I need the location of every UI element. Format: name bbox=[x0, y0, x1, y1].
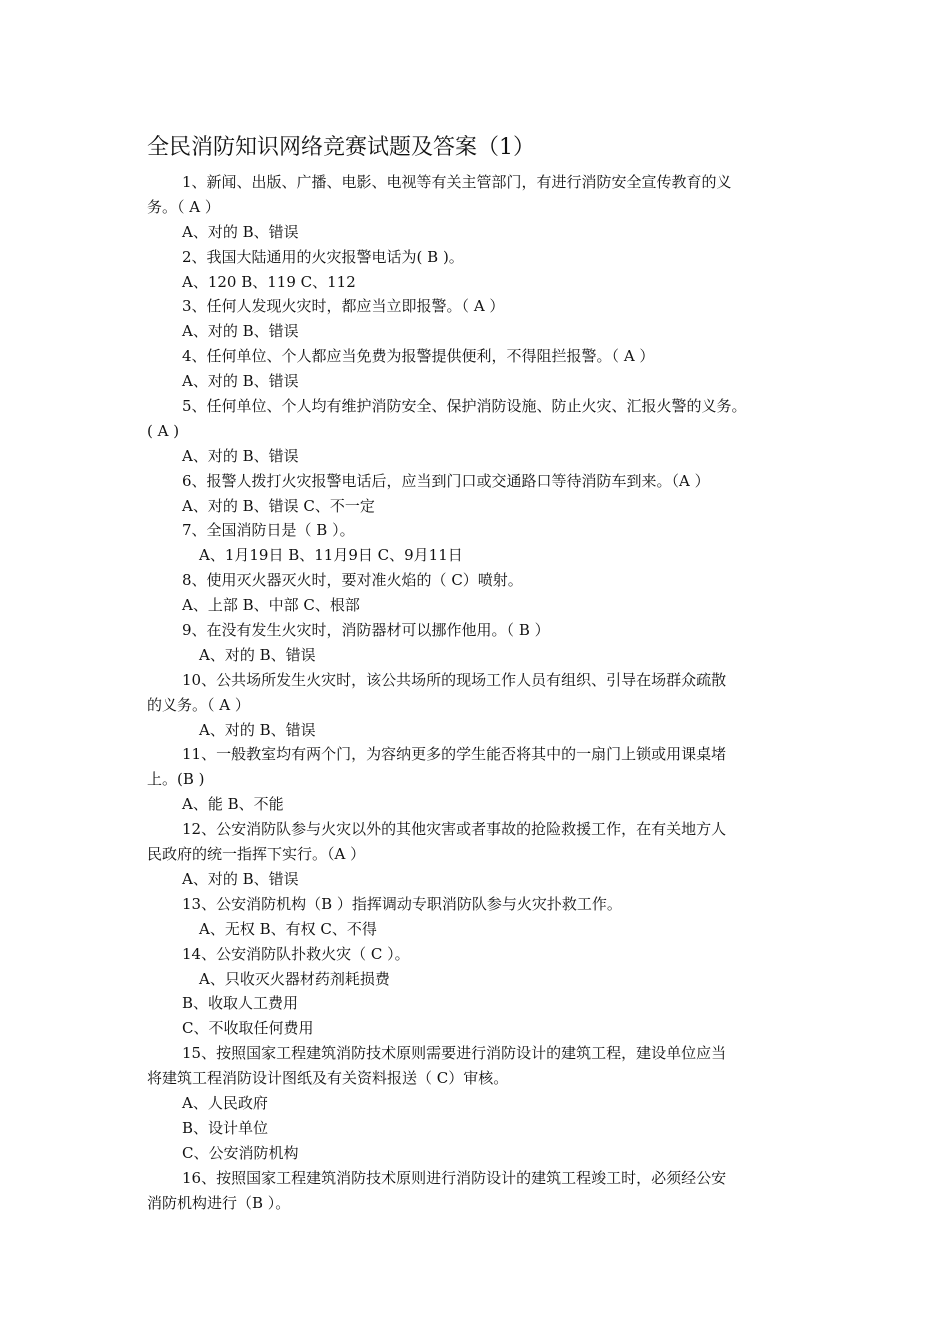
text-line: 上。(B ) bbox=[147, 770, 205, 789]
text-line: 9、在没有发生火灾时，消防器材可以挪作他用。（ B ） bbox=[182, 621, 550, 640]
text-line: 4、任何单位、个人都应当免费为报警提供便利，不得阻拦报警。（ A ） bbox=[182, 347, 655, 366]
text-line: 民政府的统一指挥下实行。（A ） bbox=[147, 845, 366, 864]
text-line: 2、我国大陆通用的火灾报警电话为( B )。 bbox=[182, 247, 464, 266]
text-line: A、对的 B、错误 bbox=[182, 869, 299, 888]
text-line: 的义务。（ A ） bbox=[147, 695, 250, 714]
document-title: 全民消防知识网络竞赛试题及答案（1） bbox=[147, 135, 535, 160]
text-line: B、收取人工费用 bbox=[182, 994, 299, 1013]
text-line: A、对的 B、错误 bbox=[182, 322, 299, 341]
document-page bbox=[147, 130, 807, 1215]
text-line: 6、报警人拨打火灾报警电话后，应当到门口或交通路口等待消防车到来。（A ） bbox=[182, 471, 710, 490]
text-line: A、能 B、不能 bbox=[182, 795, 284, 814]
text-line: 16、按照国家工程建筑消防技术原则进行消防设计的建筑工程竣工时，必须经公安 bbox=[182, 1168, 727, 1187]
text-line: C、公安消防机构 bbox=[182, 1143, 299, 1162]
text-line: A、无权 B、有权 C、不得 bbox=[199, 919, 377, 938]
text-line: A、1月19日 B、11月9日 C、9月11日 bbox=[199, 546, 463, 565]
text-line: 11、一般教室均有两个门，为容纳更多的学生能否将其中的一扇门上锁或用课桌堵 bbox=[182, 745, 727, 764]
text-line: 12、公安消防队参与火灾以外的其他灾害或者事故的抢险救援工作，在有关地方人 bbox=[182, 820, 727, 839]
text-line: ( A ) bbox=[147, 421, 180, 440]
text-line: C、不收取任何费用 bbox=[182, 1019, 314, 1038]
text-line: A、对的 B、错误 bbox=[182, 222, 299, 241]
text-line: A、人民政府 bbox=[182, 1093, 268, 1112]
document-body bbox=[147, 170, 807, 1215]
text-line: B、设计单位 bbox=[182, 1118, 269, 1137]
text-line: 将建筑工程消防设计图纸及有关资料报送（ C）审核。 bbox=[147, 1069, 509, 1088]
text-line: A、对的 B、错误 bbox=[182, 446, 299, 465]
text-line: A、对的 B、错误 bbox=[199, 720, 316, 739]
text-line: 务。（ A ） bbox=[147, 197, 220, 216]
text-line: 15、按照国家工程建筑消防技术原则需要进行消防设计的建筑工程，建设单位应当 bbox=[182, 1044, 727, 1063]
text-line: A、只收灭火器材药剂耗损费 bbox=[199, 969, 390, 988]
text-line: 3、任何人发现火灾时，都应当立即报警。（ A ） bbox=[182, 297, 505, 316]
text-line: 13、公安消防机构（B ）指挥调动专职消防队参与火灾扑救工作。 bbox=[182, 894, 622, 913]
text-line: 7、全国消防日是（ B ）。 bbox=[182, 521, 355, 540]
text-line: A、上部 B、中部 C、根部 bbox=[182, 596, 360, 615]
text-line: A、对的 B、错误 bbox=[182, 372, 299, 391]
text-line: 消防机构进行（B ）。 bbox=[147, 1193, 291, 1212]
text-line: 10、公共场所发生火灾时，该公共场所的现场工作人员有组织、引导在场群众疏散 bbox=[182, 670, 727, 689]
text-line: A、120 B、119 C、112 bbox=[182, 272, 356, 291]
text-line: 8、使用灭火器灭火时，要对准火焰的（ C）喷射。 bbox=[182, 571, 523, 590]
text-line: A、对的 B、错误 bbox=[199, 645, 316, 664]
text-line: 14、公安消防队扑救火灾（ C ）。 bbox=[182, 944, 410, 963]
text-line: A、对的 B、错误 C、不一定 bbox=[182, 496, 375, 515]
text-line: 1、新闻、出版、广播、电影、电视等有关主管部门，有进行消防安全宣传教育的义 bbox=[182, 173, 732, 191]
text-line: 5、任何单位、个人均有维护消防安全、保护消防设施、防止火灾、汇报火警的义务。 bbox=[182, 397, 747, 416]
